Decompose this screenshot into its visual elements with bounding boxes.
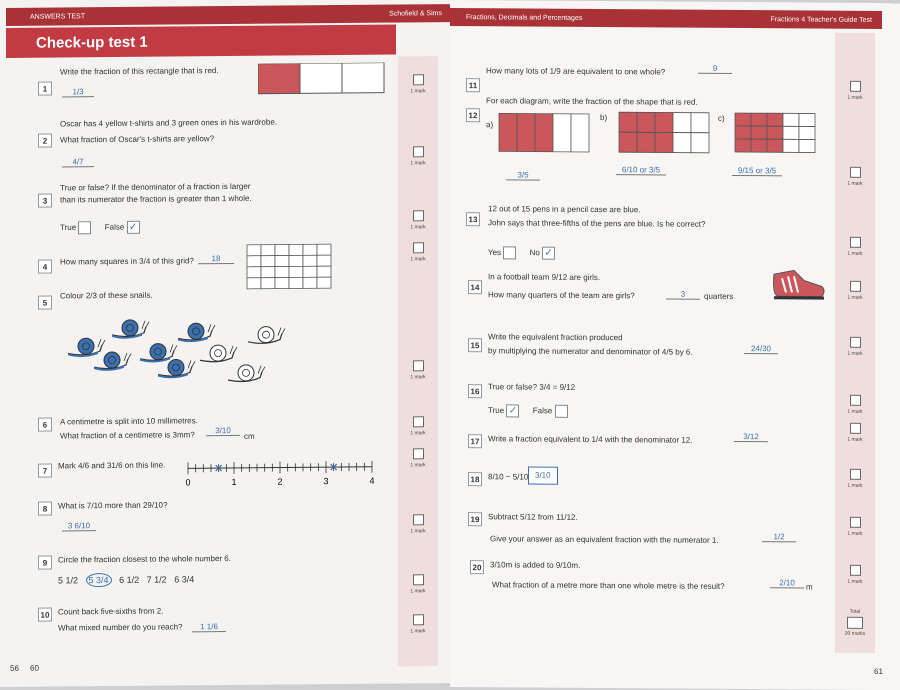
checkbox-false[interactable]: ✓ bbox=[127, 221, 140, 234]
fraction-3-4: 3/4 bbox=[539, 382, 551, 392]
text-part: with the denominator 12. bbox=[604, 435, 693, 445]
grid-cell bbox=[261, 267, 275, 278]
fraction-5-10: 5/10 bbox=[512, 472, 529, 482]
question-text: 12 out of 15 pens in a pencil case are blue. bbox=[488, 204, 641, 215]
text-part: more than 2 bbox=[104, 500, 148, 511]
grid-cell bbox=[637, 132, 655, 152]
question-number: 13 bbox=[466, 212, 480, 226]
mark-checkbox[interactable] bbox=[413, 360, 424, 371]
mark-label: 1 mark bbox=[410, 374, 426, 381]
unit-m: m bbox=[806, 582, 813, 592]
fraction-3-4: 3/4 bbox=[139, 256, 151, 266]
answer-6: 3/10 bbox=[206, 426, 240, 436]
unit-cm: cm bbox=[244, 431, 255, 441]
fraction-1-4: 1/4 bbox=[591, 434, 603, 445]
snail-icon[interactable] bbox=[178, 323, 215, 342]
question-text-2: John says that three-fifths of the pens are blue. Is he correct? bbox=[488, 218, 706, 229]
grid-cell bbox=[637, 112, 655, 132]
mark-checkbox[interactable] bbox=[413, 210, 424, 221]
question-number: 11 bbox=[466, 78, 480, 92]
grid-cell bbox=[247, 256, 261, 267]
question-text bbox=[488, 382, 575, 392]
snail-icon[interactable] bbox=[228, 365, 265, 382]
answer-8: 3 6/10 bbox=[62, 521, 96, 531]
text-part: by multiplying the numerator and denominator of bbox=[488, 346, 660, 357]
mark-box bbox=[835, 337, 875, 357]
number-line-label: 2 bbox=[277, 476, 283, 487]
fraction-1-9: 1/9 bbox=[549, 66, 561, 76]
question-text bbox=[58, 461, 165, 472]
mark-label: 1 mark bbox=[410, 256, 426, 263]
grid-cell bbox=[553, 114, 571, 152]
grid-cell bbox=[303, 266, 317, 277]
mark-label: 1 mark bbox=[410, 160, 426, 167]
grid-cell bbox=[247, 245, 261, 256]
grid-cell bbox=[767, 139, 783, 152]
fraction-9-10: 9/10 bbox=[147, 500, 163, 510]
question-number: 19 bbox=[468, 512, 482, 526]
option[interactable]: 6 1/2 bbox=[119, 574, 140, 585]
fraction-9-12: 9/12 bbox=[559, 382, 576, 392]
question-text bbox=[488, 272, 600, 282]
grid-cell bbox=[691, 133, 709, 153]
snail-icon[interactable] bbox=[200, 345, 237, 362]
question-number: 1 bbox=[38, 82, 52, 96]
grid-cell bbox=[783, 126, 799, 139]
question-text-2: What fraction of a centimetre is 3mm? bbox=[60, 430, 195, 441]
mark-checkbox[interactable] bbox=[413, 614, 424, 625]
mark-label: 1 mark bbox=[847, 180, 863, 187]
mark-label: 1 mark bbox=[847, 436, 863, 443]
answer-18: 3/10 bbox=[528, 467, 558, 485]
answer-14: 3 bbox=[666, 290, 700, 300]
text-part: How many squares in bbox=[60, 256, 137, 267]
answer-15: 24/30 bbox=[744, 344, 778, 354]
grid-cell bbox=[499, 113, 517, 151]
answer-2: 4/7 bbox=[62, 157, 94, 167]
mark-checkbox[interactable] bbox=[850, 395, 861, 406]
option-yes: Yes bbox=[488, 247, 502, 257]
football-boot-icon bbox=[770, 264, 826, 304]
fraction-8-10: 8/10 bbox=[488, 472, 504, 482]
mark-box bbox=[398, 574, 438, 594]
page-number: 60 bbox=[30, 663, 39, 673]
question-number: 12 bbox=[466, 108, 480, 122]
mark-checkbox[interactable] bbox=[850, 167, 861, 178]
question-number: 15 bbox=[468, 338, 482, 352]
fraction-3-10: 3/10 bbox=[490, 560, 506, 570]
grid-cell bbox=[289, 255, 303, 266]
mark-label: 1 mark bbox=[847, 530, 863, 537]
number-line-label: 4 bbox=[369, 475, 375, 486]
grid-cell bbox=[673, 113, 691, 133]
total-input[interactable] bbox=[847, 617, 863, 629]
fraction-2-3: 2/3 bbox=[85, 291, 97, 301]
question-number: 10 bbox=[38, 608, 52, 622]
question-text bbox=[488, 434, 692, 445]
true-false-row bbox=[488, 404, 568, 418]
text-part: from bbox=[537, 512, 554, 522]
minus: − bbox=[505, 472, 511, 482]
mark-checkbox[interactable] bbox=[413, 514, 424, 525]
grid-cell bbox=[261, 256, 275, 267]
snail-icon[interactable] bbox=[68, 338, 105, 357]
text-part: Colour bbox=[60, 291, 84, 301]
fraction-options bbox=[58, 574, 194, 586]
grid-cell bbox=[735, 139, 751, 152]
mark-box bbox=[835, 423, 875, 443]
label-c: c) bbox=[718, 113, 725, 123]
mark-box bbox=[398, 614, 438, 634]
number-line[interactable] bbox=[182, 457, 382, 489]
mark-label: 1 mark bbox=[847, 94, 863, 101]
grid-cell bbox=[317, 255, 331, 266]
question-text-2: What fraction of a metre more than one whole metre is the result? bbox=[492, 580, 725, 591]
question-text bbox=[488, 512, 578, 522]
grid-cell bbox=[799, 113, 815, 126]
band-right-text: Fractions 4 Teacher's Guide Test bbox=[770, 15, 872, 24]
square-grid bbox=[246, 243, 336, 290]
question-text bbox=[490, 560, 580, 570]
yes-no-row bbox=[488, 246, 555, 259]
mark-label: 1 mark bbox=[847, 350, 863, 357]
grid-cell bbox=[261, 278, 275, 289]
grid-cell bbox=[289, 266, 303, 277]
prev-page-number: 56 bbox=[10, 663, 19, 673]
text-part: ? bbox=[163, 500, 168, 510]
left-header-band bbox=[6, 4, 450, 26]
fraction-4-6: 4/6 bbox=[78, 461, 90, 471]
question-number: 8 bbox=[38, 502, 52, 516]
grid-cell bbox=[751, 126, 767, 139]
grid-cell bbox=[751, 113, 767, 126]
mark-box bbox=[835, 237, 875, 257]
band-left-text: ANSWERS TEST bbox=[30, 12, 86, 21]
fraction-1-6: 1/6 bbox=[111, 460, 123, 471]
option-true: True bbox=[60, 222, 77, 233]
question-text: Circle the fraction closest to the whole number 6. bbox=[58, 553, 231, 565]
answer-10: 1 1/6 bbox=[192, 622, 226, 632]
question-text: Write the fraction of this rectangle that is red. bbox=[60, 66, 219, 77]
question-text: A centimetre is split into 10 millimetres. bbox=[60, 416, 198, 427]
mark-label: 1 mark bbox=[410, 430, 426, 437]
text-part: Subtract bbox=[488, 512, 518, 522]
diagram-b bbox=[618, 111, 710, 154]
option[interactable]: 6 3/4 bbox=[174, 574, 195, 585]
grid-cell bbox=[691, 113, 709, 133]
checkbox-true[interactable] bbox=[78, 221, 91, 234]
grid-cell bbox=[303, 244, 317, 255]
question-text: Count back five-sixths from 2. bbox=[58, 606, 164, 617]
answer-1: 1/3 bbox=[62, 87, 94, 97]
text-part: m. bbox=[571, 560, 581, 570]
question-text-2: What fraction of Oscar's t-shirts are yellow? bbox=[60, 134, 215, 145]
grid-cell bbox=[275, 255, 289, 266]
answer-17: 3/12 bbox=[734, 432, 768, 442]
mark-checkbox[interactable] bbox=[850, 337, 861, 348]
snail-icon[interactable] bbox=[248, 327, 285, 344]
fraction-11-12: 11/12 bbox=[556, 512, 576, 522]
question-text-2: What mixed number do you reach? bbox=[58, 622, 183, 633]
band-right-text: Schofield & Sims bbox=[389, 9, 442, 18]
question-number: 4 bbox=[38, 260, 52, 274]
question-text: Write the equivalent fraction produced bbox=[488, 332, 623, 343]
fraction-9-12: 9/12 bbox=[551, 272, 568, 282]
grid-cell bbox=[247, 267, 261, 278]
question-number: 5 bbox=[38, 296, 52, 310]
grid-cell bbox=[275, 277, 289, 288]
snail-icon[interactable] bbox=[140, 343, 177, 362]
question-number: 2 bbox=[38, 134, 52, 148]
text-part: and 3 bbox=[91, 461, 112, 471]
diagram-c bbox=[734, 112, 816, 155]
grid-cell bbox=[317, 277, 331, 288]
mark-checkbox[interactable] bbox=[413, 242, 424, 253]
true-false-row bbox=[60, 221, 140, 235]
option[interactable]: 7 1/2 bbox=[146, 574, 167, 585]
grid-cell bbox=[767, 113, 783, 126]
fraction-4-5: 4/5 bbox=[661, 347, 674, 357]
mark-checkbox[interactable] bbox=[850, 81, 861, 92]
number-line-label: 3 bbox=[323, 476, 329, 487]
answer-12c: 9/15 or 3/5 bbox=[732, 166, 782, 176]
option-circled[interactable]: 5 3/4 bbox=[86, 573, 112, 587]
checkbox-no[interactable]: ✓ bbox=[542, 247, 555, 260]
mark-label: 1 mark bbox=[847, 578, 863, 585]
text-part: are equivalent to one whole? bbox=[562, 66, 666, 77]
grid-cell bbox=[783, 113, 799, 126]
page-number: 61 bbox=[874, 666, 883, 677]
text-part: True or false? bbox=[488, 382, 538, 392]
text-part: Mark bbox=[58, 461, 76, 471]
snail-icon[interactable] bbox=[94, 352, 131, 371]
question-text-2: than its numerator the fraction is greater than 1 whole. bbox=[60, 193, 252, 205]
text-part: In a football team bbox=[488, 272, 550, 282]
mark-checkbox[interactable] bbox=[850, 517, 861, 528]
question-text-2: Give your answer as an equivalent fraction with the numerator 1. bbox=[490, 534, 719, 545]
checkbox-yes[interactable] bbox=[503, 246, 516, 259]
total-box bbox=[835, 609, 875, 637]
band-left-text: Fractions, Decimals and Percentages bbox=[466, 13, 583, 22]
mark-box bbox=[835, 517, 875, 537]
option-false: False bbox=[104, 222, 125, 232]
mark-label: 1 mark bbox=[410, 88, 426, 95]
mark-checkbox[interactable] bbox=[413, 74, 424, 85]
label-b: b) bbox=[600, 113, 608, 123]
grid-cell bbox=[247, 278, 261, 289]
question-text: For each diagram, write the fraction of the shape that is red. bbox=[486, 96, 698, 107]
text-part: What is bbox=[58, 501, 85, 511]
grid-cell bbox=[289, 244, 303, 255]
mark-label: 1 mark bbox=[410, 628, 426, 635]
mark-checkbox[interactable] bbox=[850, 469, 861, 480]
mark-box bbox=[398, 210, 438, 230]
rectangle-thirds bbox=[258, 63, 388, 96]
diagram-a bbox=[498, 112, 590, 153]
mark-box bbox=[835, 565, 875, 585]
mark-box bbox=[835, 281, 875, 301]
answer-19: 1/2 bbox=[762, 532, 796, 542]
mark-box bbox=[835, 81, 875, 101]
right-header-band bbox=[450, 8, 882, 29]
grid-cell bbox=[767, 126, 783, 139]
text-part: How many lots of bbox=[486, 66, 548, 76]
snails-illustration bbox=[60, 309, 290, 389]
mark-label: 1 mark bbox=[410, 528, 426, 535]
fraction-9-10: 9/10 bbox=[555, 560, 572, 570]
option-no: No bbox=[529, 248, 540, 258]
fraction-5-12: 5/12 bbox=[520, 512, 536, 522]
grid-cell bbox=[571, 114, 589, 152]
grid-cell bbox=[799, 139, 815, 152]
mark-checkbox[interactable] bbox=[413, 448, 424, 459]
snail-icon[interactable] bbox=[158, 359, 195, 378]
mark-checkbox[interactable] bbox=[413, 416, 424, 427]
grid-cell bbox=[275, 244, 289, 255]
question-text bbox=[58, 501, 167, 512]
text-part: m is added to bbox=[505, 560, 554, 570]
mark-checkbox[interactable] bbox=[850, 423, 861, 434]
page-title: Check-up test 1 bbox=[6, 25, 396, 58]
grid-cell bbox=[735, 113, 751, 126]
total-marks: 20 marks bbox=[844, 630, 866, 637]
mark-box bbox=[398, 242, 438, 262]
question-text bbox=[60, 256, 194, 267]
text-part: on this line. bbox=[124, 460, 166, 470]
question-text: True or false? If the denominator of a fraction is larger bbox=[60, 181, 251, 193]
text-part: of these snails. bbox=[99, 290, 153, 301]
grid-cell bbox=[517, 113, 535, 151]
question-number: 3 bbox=[38, 194, 52, 208]
question-text-2 bbox=[488, 346, 693, 357]
mark-checkbox[interactable] bbox=[850, 565, 861, 576]
mark-box bbox=[398, 514, 438, 534]
grid-cell bbox=[317, 244, 331, 255]
answer-12b: 6/10 or 3/5 bbox=[616, 165, 666, 175]
mark-label: 1 mark bbox=[410, 224, 426, 231]
grid-cell bbox=[783, 139, 799, 152]
grid-cell bbox=[673, 133, 691, 153]
question-number: 18 bbox=[468, 472, 482, 486]
mark-checkbox[interactable] bbox=[413, 146, 424, 157]
number-line-label: 0 bbox=[185, 477, 191, 488]
grid-cell bbox=[619, 112, 637, 132]
option-true: True bbox=[488, 405, 505, 415]
question-text bbox=[486, 66, 665, 77]
text-part: Write a fraction equivalent to bbox=[488, 434, 590, 444]
mark-label: 1 mark bbox=[847, 482, 863, 489]
answer-12a: 3/5 bbox=[506, 170, 540, 180]
question-number: 17 bbox=[468, 434, 482, 448]
text-part: by 6. bbox=[675, 347, 693, 357]
mark-label: 1 mark bbox=[847, 250, 863, 257]
mark-box bbox=[398, 448, 438, 468]
text-part: are girls. bbox=[569, 272, 601, 283]
answer-4: 18 bbox=[198, 254, 234, 264]
mark-box bbox=[835, 167, 875, 187]
question-number: 7 bbox=[38, 464, 52, 478]
question-number: 20 bbox=[470, 560, 484, 574]
grid-cell bbox=[655, 112, 673, 132]
right-page bbox=[450, 0, 900, 690]
question-number: 14 bbox=[468, 280, 482, 294]
label-a: a) bbox=[486, 120, 494, 130]
question-number: 16 bbox=[468, 384, 482, 398]
mark-box bbox=[835, 469, 875, 489]
grid-cell bbox=[289, 277, 303, 288]
grid-cell bbox=[535, 114, 553, 152]
grid-cell bbox=[303, 277, 317, 288]
grid-cell bbox=[275, 266, 289, 277]
mark-checkbox[interactable] bbox=[850, 281, 861, 292]
equals: = bbox=[552, 382, 558, 392]
grid-cell bbox=[303, 255, 317, 266]
answer-20: 2/10 bbox=[770, 578, 804, 588]
question-text bbox=[60, 291, 153, 301]
text-part: of this grid? bbox=[152, 256, 194, 266]
mark-box bbox=[398, 74, 438, 94]
mark-label: 1 mark bbox=[410, 588, 426, 595]
text-part: . bbox=[575, 512, 578, 522]
question-text: Oscar has 4 yellow t-shirts and 3 green ones in his wardrobe. bbox=[60, 117, 277, 129]
grid-cell bbox=[751, 139, 767, 152]
mark-box bbox=[835, 395, 875, 415]
mark-box bbox=[398, 146, 438, 166]
grid-cell bbox=[261, 245, 275, 256]
mark-label: 1 mark bbox=[847, 408, 863, 415]
total-label: Total bbox=[849, 608, 861, 615]
option-false: False bbox=[532, 406, 553, 416]
grid-cell bbox=[317, 266, 331, 277]
number-line-label: 1 bbox=[231, 476, 237, 487]
mark-checkbox[interactable] bbox=[850, 237, 861, 248]
unit-quarters: quarters bbox=[704, 291, 734, 301]
question-number: 9 bbox=[38, 556, 52, 570]
left-page bbox=[0, 0, 450, 687]
mark-label: 1 mark bbox=[847, 294, 863, 301]
mark-box bbox=[398, 360, 438, 380]
option[interactable]: 5 1/2 bbox=[58, 575, 79, 586]
grid-cell bbox=[619, 132, 637, 152]
checkbox-false[interactable] bbox=[555, 405, 568, 418]
mark-label: 1 mark bbox=[410, 462, 426, 469]
question-text-2: How many quarters of the team are girls? bbox=[488, 290, 635, 301]
grid-cell bbox=[655, 132, 673, 152]
question-number: 6 bbox=[38, 418, 52, 432]
checkbox-true[interactable]: ✓ bbox=[506, 404, 519, 417]
snail-icon[interactable] bbox=[112, 320, 149, 339]
mark-box bbox=[398, 416, 438, 436]
grid-cell bbox=[735, 126, 751, 139]
mark-checkbox[interactable] bbox=[413, 574, 424, 585]
answer-11: 9 bbox=[698, 64, 732, 74]
grid-cell bbox=[799, 126, 815, 139]
fraction-7-10: 7/10 bbox=[86, 501, 103, 511]
